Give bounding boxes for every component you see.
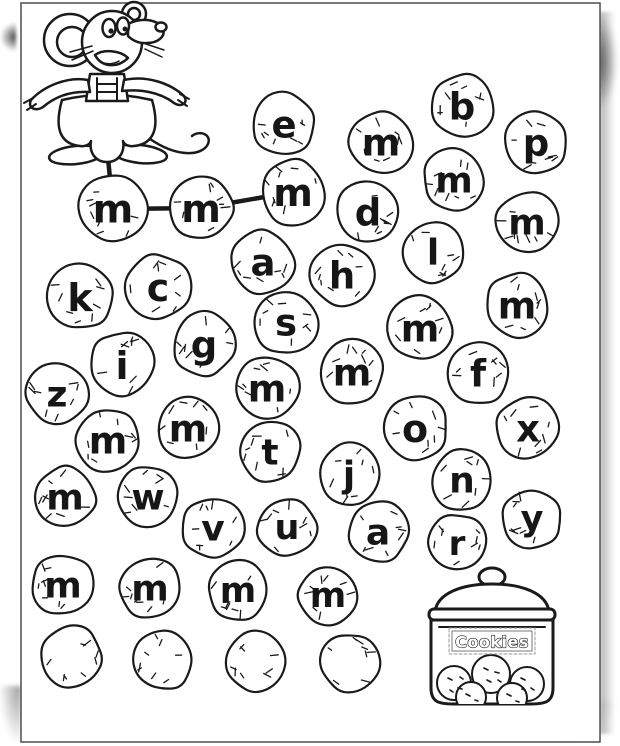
cookie-letter: w [131, 477, 165, 519]
cookie-letter: u [274, 508, 300, 548]
cookie-letter: t [261, 432, 279, 474]
blank-cookie[interactable] [41, 625, 102, 687]
cookie[interactable] [75, 410, 138, 471]
cookie-letter: a [250, 241, 276, 285]
cookie-letter: c [146, 266, 170, 310]
cookie[interactable] [432, 74, 493, 137]
cookie[interactable] [257, 499, 318, 555]
cookie-letter: f [469, 352, 487, 396]
cookie-letter: l [426, 232, 440, 274]
cookie-letter: n [449, 460, 475, 502]
cookie-letter: v [201, 508, 225, 550]
cookie-letter: h [328, 254, 356, 298]
cookie[interactable] [505, 111, 566, 173]
cookie[interactable] [118, 467, 178, 527]
cookie-letter: m [92, 187, 134, 233]
cookie-letter: m [309, 576, 347, 616]
cookie-letter: i [115, 344, 129, 388]
cookie-letter: b [448, 85, 476, 129]
mouse-eye-left [103, 19, 116, 37]
cookie-letter: d [354, 191, 382, 235]
cookie[interactable] [119, 559, 179, 618]
cookie-letter: m [435, 160, 473, 202]
cookie-letter: m [273, 171, 313, 215]
cookie-letter: m [497, 284, 537, 328]
cookie-letter: m [44, 565, 82, 607]
cookie-letter: m [88, 419, 128, 463]
mouse-nose [156, 23, 167, 32]
cookie-letter: p [522, 121, 550, 165]
cookie[interactable] [47, 263, 113, 327]
cookie[interactable] [33, 556, 94, 613]
cookie-letter: g [190, 323, 218, 367]
cookie-letter: x [516, 407, 540, 451]
cookie-letter: y [520, 499, 544, 539]
cookie-letter: z [46, 374, 68, 416]
cookie-letter: m [508, 202, 546, 244]
cookie-letter: k [67, 276, 93, 320]
cookie-letter: m [181, 187, 221, 231]
mouse-eye-right [117, 18, 129, 35]
jar-label: Cookies [455, 632, 529, 652]
cookie[interactable] [337, 181, 398, 241]
cookie-outline [41, 625, 102, 687]
cookie[interactable] [320, 442, 379, 505]
cookie-letter: m [219, 571, 257, 611]
cookie-letter: m [332, 351, 372, 395]
cookie-letter: m [400, 307, 440, 351]
cookie-letter: r [448, 524, 466, 564]
blank-cookie[interactable] [133, 631, 191, 689]
cookie[interactable] [448, 342, 508, 403]
cookie-letter: m [46, 477, 84, 519]
cookie[interactable] [349, 501, 409, 561]
cookie[interactable] [384, 396, 446, 460]
cookie-letter: m [131, 568, 169, 610]
cookie-letter: a [365, 512, 391, 554]
cookie-letter: m [247, 367, 287, 411]
cookie-letter: e [271, 103, 297, 147]
jar-lid-rim [429, 609, 555, 620]
cookie[interactable] [428, 515, 486, 569]
cookie[interactable] [487, 273, 547, 338]
cookie[interactable] [209, 560, 267, 620]
cookie-letter: s [274, 301, 298, 345]
cookie-letter: m [361, 121, 401, 165]
cookie[interactable] [158, 397, 219, 458]
mouse-pupil-right [123, 27, 128, 32]
cookie[interactable] [403, 222, 463, 283]
mouse-pupil-left [108, 28, 113, 33]
cookie-letter: o [401, 407, 429, 451]
cookie-letter: m [168, 407, 208, 451]
cookie-letter: j [342, 454, 356, 496]
cookie[interactable] [321, 339, 383, 404]
cookie[interactable] [503, 491, 560, 549]
cookie[interactable] [240, 422, 300, 482]
